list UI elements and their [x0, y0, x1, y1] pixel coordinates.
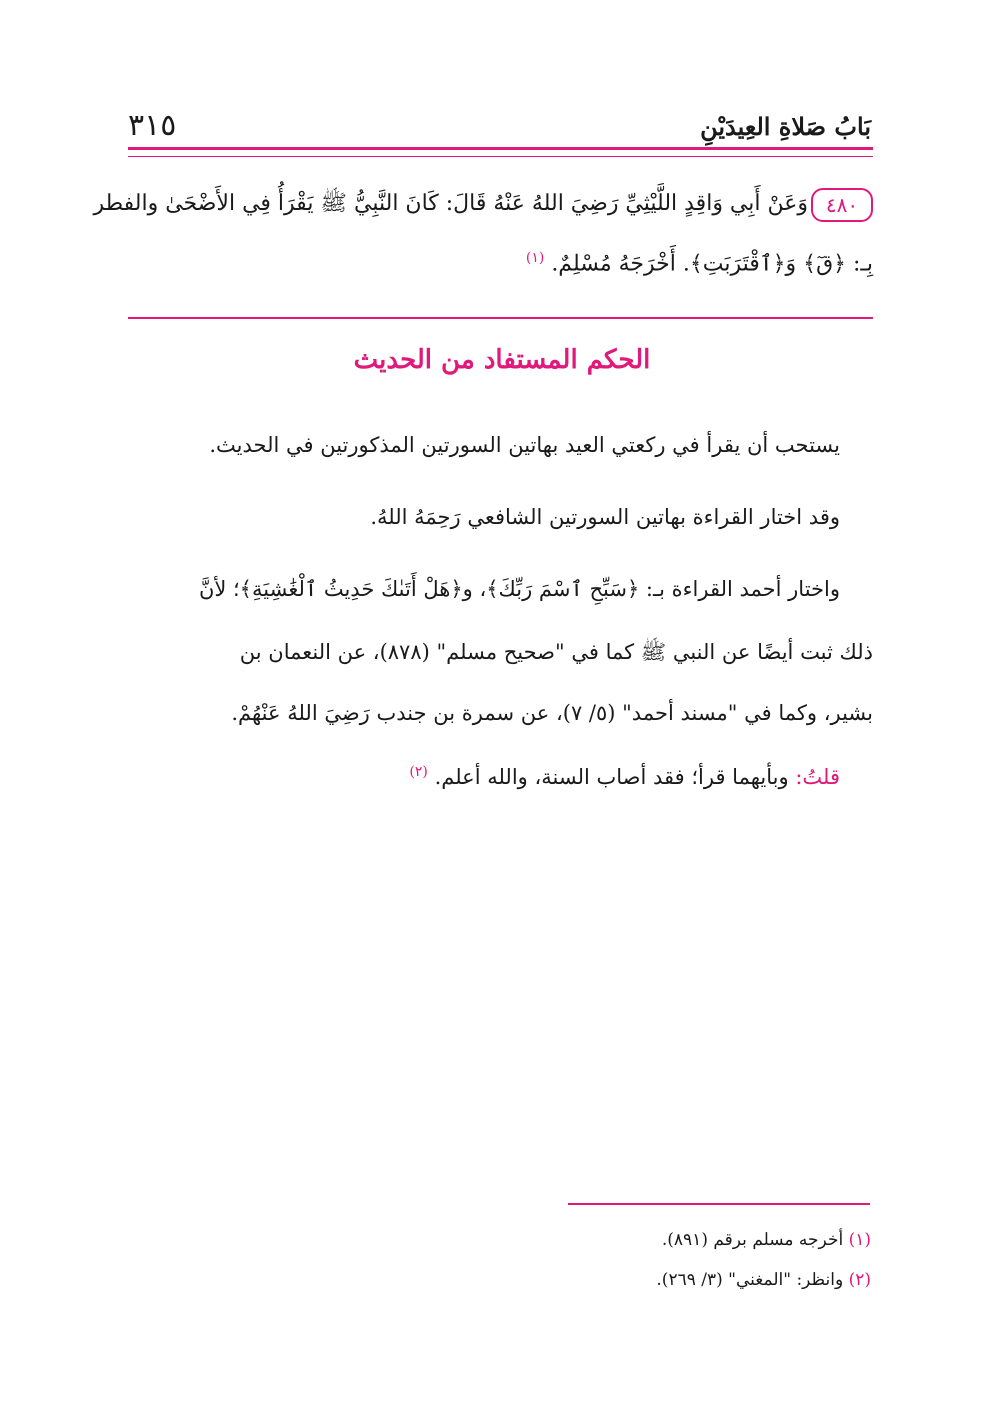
body-paragraph-2: وقد اختار القراءة بهاتين السورتين الشافعي رَحِمَهُ اللهُ. — [370, 505, 840, 529]
header-divider-top — [128, 147, 873, 150]
qultu-label: قلتُ: — [795, 765, 840, 789]
footnote-ref-1: (١) — [525, 250, 545, 266]
header-divider-bottom — [128, 156, 873, 157]
footnote-2-text: وانظر: "المغني" (٣/ ٢٦٩). — [656, 1270, 844, 1290]
chapter-title: بَابُ صَلاةِ العِيدَيْنِ — [700, 112, 871, 141]
body-paragraph-3-line-2: ذلك ثبت أيضًا عن النبي ﷺ كما في "صحيح مسلم" (٨٧٨)، عن النعمان بن — [239, 640, 873, 664]
footnote-1 — [662, 1230, 871, 1250]
hadith-line-2-text: بِـ: ﴿قٓ﴾ وَ﴿ٱقْتَرَبَتِ﴾. أَخْرَجَهُ مُسْلِمٌ. — [551, 251, 873, 277]
footnote-1-text: أخرجه مسلم برقم (٨٩١). — [661, 1230, 844, 1250]
page-number: ٣١٥ — [128, 108, 177, 143]
body-paragraph-3-line-1: واختار أحمد القراءة بـ: ﴿سَبِّحِ ٱسْمَ رَبِّكَ﴾، و﴿هَلْ أَتَىٰكَ حَدِيثُ ٱلْغَٰشِيَةِ﴾؛ لأنَّ — [198, 577, 840, 601]
body-paragraph-3-line-3: بشير، وكما في "مسند أحمد" (٥/ ٧)، عن سمرة بن جندب رَضِيَ اللهُ عَنْهُمْ. — [231, 701, 873, 725]
footnote-divider — [568, 1203, 870, 1205]
hadith-number-badge: ٤٨٠ — [811, 188, 873, 222]
body-paragraph-1: يستحب أن يقرأ في ركعتي العيد بهاتين السورتين المذكورتين في الحديث. — [209, 433, 840, 457]
hadith-line-1: وَعَنْ أَبِي وَاقِدٍ اللَّيْثِيِّ رَضِيَ اللهُ عَنْهُ قَالَ: كَانَ النَّبِيُّ ﷺ يَقْرَأُ فِي الأَضْحَىٰ والفطر — [93, 191, 808, 216]
footnote-2-number: (٢) — [848, 1270, 871, 1290]
body-paragraph-4-text: وبأيهما قرأ؛ فقد أصاب السنة، والله أعلم. — [434, 765, 789, 789]
footnote-2 — [656, 1270, 871, 1290]
hadith-line-2 — [526, 250, 873, 276]
body-paragraph-4 — [409, 764, 840, 789]
footnote-ref-2: (٢) — [409, 764, 428, 780]
footnote-1-number: (١) — [848, 1230, 871, 1250]
section-heading: الحكم المستفاد من الحديث — [353, 345, 651, 375]
hadith-divider — [128, 317, 873, 319]
